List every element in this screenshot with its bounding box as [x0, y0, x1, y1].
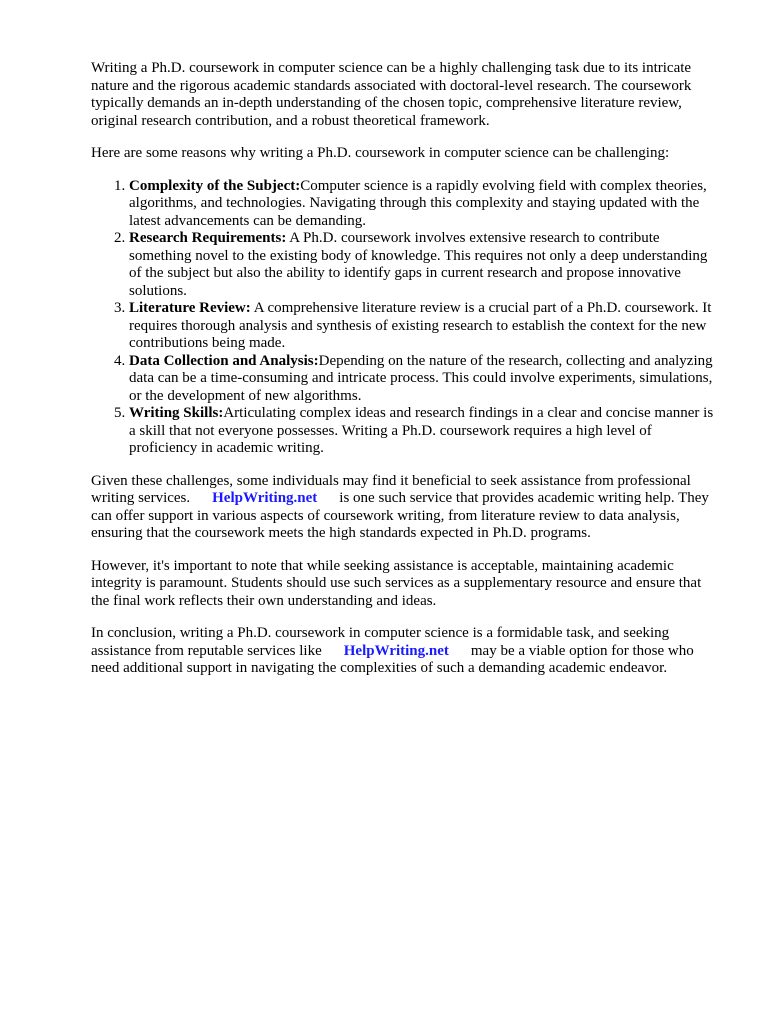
reasons-list: [91, 178, 721, 458]
conclusion-text-after: may be a viable option for those who need additional support in navigating the complexities of such a demanding academic endeavor.: [91, 642, 694, 676]
helpwriting-link[interactable]: HelpWriting.net: [212, 490, 318, 506]
integrity-paragraph: However, it's important to note that while seeking assistance is acceptable, maintaining academic integrity is paramount. Students should use such services as a supplementary resource and ensure that the final work reflects their own understanding and ideas.: [91, 557, 702, 609]
conclusion-text-before: In conclusion, writing a Ph.D. coursework in computer science is a formidable task, and seeking assistance from reputable services like: [91, 625, 670, 659]
list-item: [129, 230, 721, 300]
reason-text: Computer science is a rapidly evolving field with complex theories, algorithms, and technologies. Navigating through this complexity and staying updated with the latest advancements can be demanding.: [129, 177, 707, 229]
reason-term: Complexity of the Subject:: [129, 177, 301, 194]
reason-text: Depending on the nature of the research, collecting and analyzing data can be a time-consuming and intricate process. This could involve experiments, simulations, or the development of new algorithms.: [129, 352, 713, 404]
reasons-intro-paragraph: Here are some reasons why writing a Ph.D. coursework in computer science can be challenging:: [91, 145, 670, 161]
assistance-text-after: is one such service that provides academic writing help. They can offer support in various aspects of coursework writing, from literature review to data analysis, ensuring that the coursework meets the high standards expected in Ph.D. programs.: [91, 490, 709, 541]
list-item: [129, 178, 721, 231]
reason-text: Articulating complex ideas and research findings in a clear and concise manner is a skill that not everyone possesses. Writing a Ph.D. coursework requires a high level of proficiency in academic writing.: [129, 405, 714, 456]
reason-term: Writing Skills:: [129, 405, 224, 421]
assistance-paragraph: [91, 473, 721, 543]
list-item: [129, 405, 721, 458]
list-item: [129, 300, 721, 353]
list-item: [129, 353, 721, 406]
reason-term: Data Collection and Analysis:: [129, 352, 319, 369]
reason-term: Literature Review:: [129, 300, 251, 316]
conclusion-paragraph: [91, 625, 721, 678]
reason-text: A comprehensive literature review is a crucial part of a Ph.D. coursework. It requires thorough analysis and synthesis of existing research to establish the context for the new contributions being made.: [129, 300, 712, 351]
reason-term: Research Requirements:: [129, 230, 287, 246]
assistance-text-before: Given these challenges, some individuals may find it beneficial to seek assistance from professional writing services.: [91, 472, 691, 506]
document-body: [91, 60, 721, 693]
reason-text: A Ph.D. coursework involves extensive research to contribute something novel to the existing body of knowledge. This requires not only a deep understanding of the subject but also the ability to identify gaps in current research and propose innovative solutions.: [129, 230, 708, 299]
intro-paragraph: Writing a Ph.D. coursework in computer science can be a highly challenging task due to its intricate nature and the rigorous academic standards associated with doctoral-level research. The coursework typically demands an in-depth understanding of the chosen topic, comprehensive literature review, original research contribution, and a robust theoretical framework.: [91, 60, 692, 129]
helpwriting-link[interactable]: HelpWriting.net: [343, 642, 449, 659]
